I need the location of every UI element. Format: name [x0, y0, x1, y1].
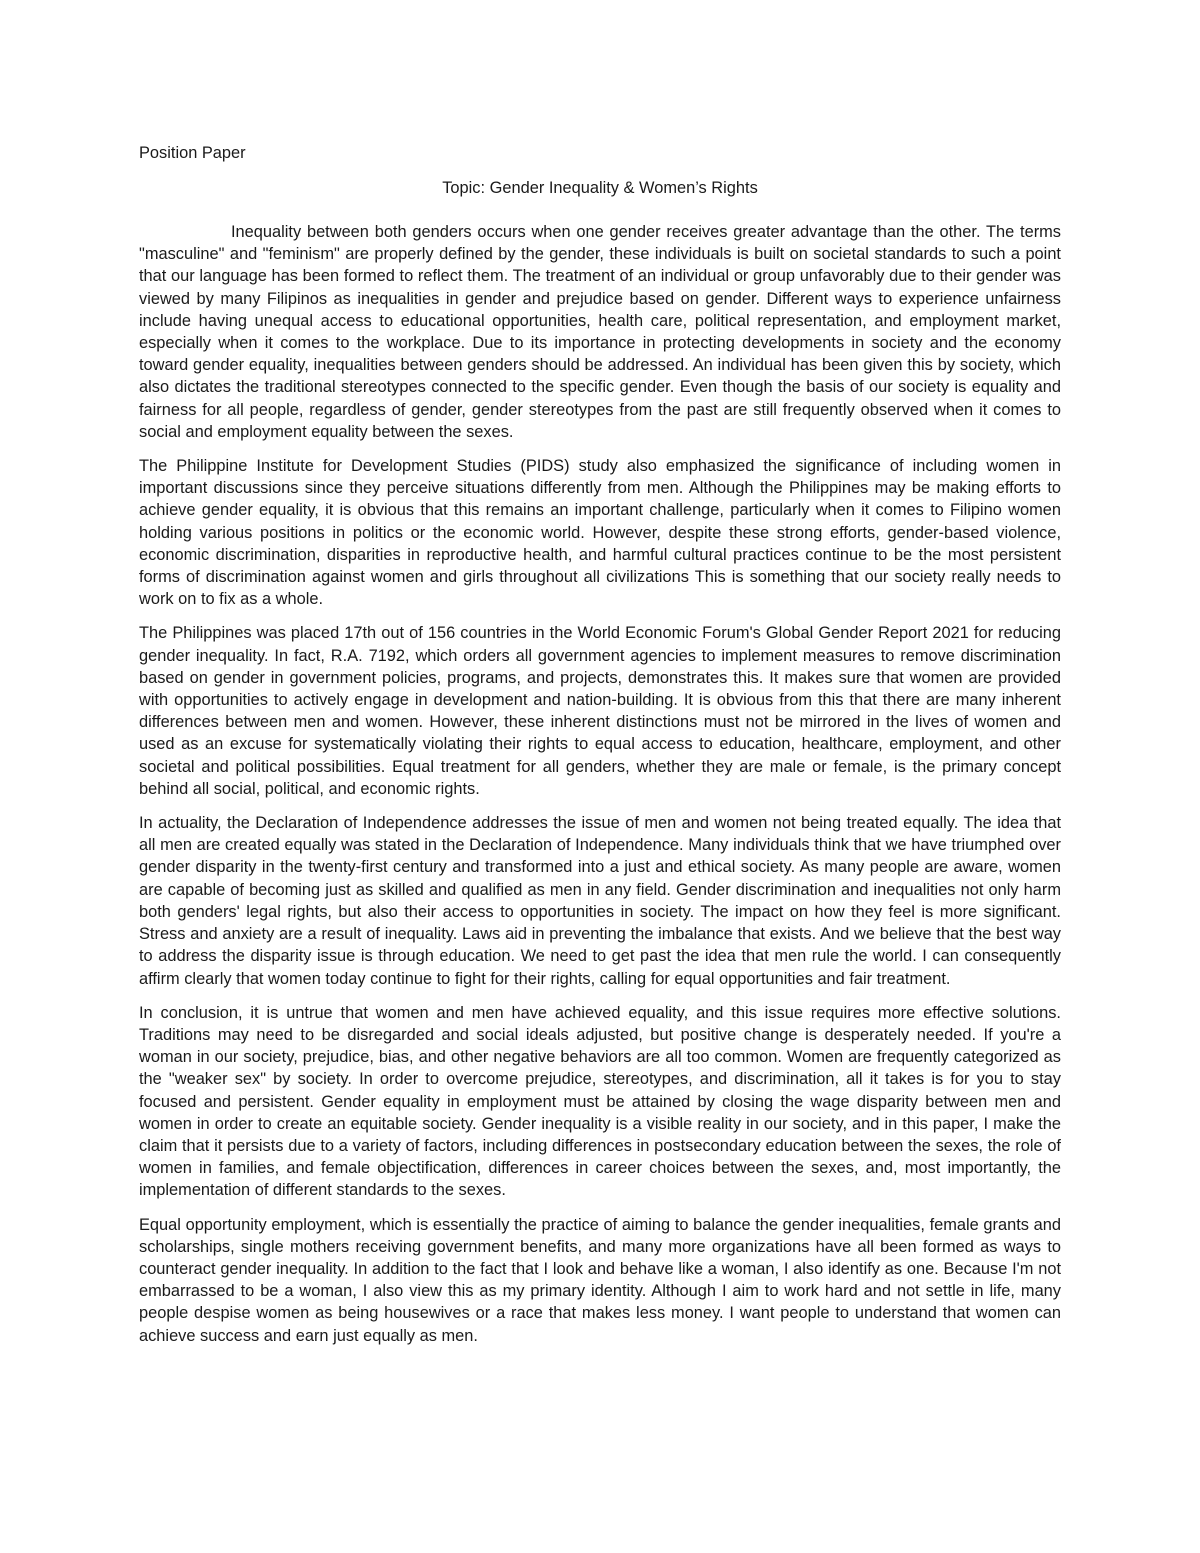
paragraph-pids-study: The Philippine Institute for Development Studies (PIDS) study also emphasized the significance of including women in important discussions since they perceive situations differently from men. Although the Philippines may be making efforts to achieve gender equality, it is obvious that this remains an important challenge, particularly when it comes to Filipino women holding various positions in politics or the economic world. However, despite these strong efforts, gender-based violence, economic discrimination, disparities in reproductive health, and harmful cultural practices continue to be the most persistent forms of discrimination against women and girls throughout all civilizations This is something that our society really needs to work on to fix as a whole.: [139, 457, 1061, 609]
document-title: Topic: Gender Inequality & Women’s Rights: [442, 179, 758, 197]
paragraph-global-gender-report: The Philippines was placed 17th out of 156 countries in the World Economic Forum's Global Gender Report 2021 for reducing gender inequality. In fact, R.A. 7192, which orders all government agencies to implement measures to remove discrimination based on gender in government policies, programs, and projects, demonstrates this. It makes sure that women are provided with opportunities to actively engage in development and nation-building. It is obvious from this that there are many inherent differences between men and women. However, these inherent distinctions must not be mirrored in the lives of women and used as an excuse for systematically violating their rights to equal access to education, healthcare, employment, and other societal and political possibilities. Equal treatment for all genders, whether they are male or female, is the primary concept behind all social, political, and economic rights.: [139, 624, 1061, 798]
paragraph-equal-opportunity: Equal opportunity employment, which is essentially the practice of aiming to balance the gender inequalities, female grants and scholarships, single mothers receiving government benefits, and many more organizations have all been formed as ways to counteract gender inequality. In addition to the fact that I look and behave like a woman, I also identify as one. Because I'm not embarrassed to be a woman, I also view this as my primary identity. Although I aim to work hard and not settle in life, many people despise women as being housewives or a race that makes less money. I want people to understand that women can achieve success and earn just equally as men.: [139, 1215, 1061, 1345]
paragraph-conclusion: In conclusion, it is untrue that women and men have achieved equality, and this issue requires more effective solutions. Traditions may need to be disregarded and social ideals adjusted, but positive change is desperately needed. If you're a woman in our society, prejudice, bias, and other negative behaviors are all too common. Women are frequently categorized as the "weaker sex" by society. In order to overcome prejudice, stereotypes, and discrimination, all it takes is for you to stay focused and persistent. Gender equality in employment must be attained by closing the wage disparity between men and women in order to create an equitable society. Gender inequality is a visible reality in our society, and in this paper, I make the claim that it persists due to a variety of factors, including differences in postsecondary education between the sexes, the role of women in families, and female objectification, differences in career choices between the sexes, and, most importantly, the implementation of different standards to the sexes.: [139, 1003, 1061, 1200]
paragraph-intro: Inequality between both genders occurs when one gender receives greater advantage than the other. The terms "masculine" and "feminism" are properly defined by the gender, these individuals is built on societal standards to such a point that our language has been formed to reflect them. The treatment of an individual or group unfavorably due to their gender was viewed by many Filipinos as inequalities in gender and prejudice based on gender. Different ways to experience unfairness include having unequal access to educational opportunities, health care, political representation, and employment market, especially when it comes to the workplace. Due to its importance in protecting developments in society and the economy toward gender equality, inequalities between genders should be addressed. An individual has been given this by society, which also dictates the traditional stereotypes connected to the specific gender. Even though the basis of our society is equality and fairness for all people, regardless of gender, gender stereotypes from the past are still frequently observed when it comes to social and employment equality between the sexes.: [139, 223, 1061, 441]
paragraph-declaration-of-independence: In actuality, the Declaration of Independence addresses the issue of men and women not being treated equally. The idea that all men are created equally was stated in the Declaration of Independence. Many individuals think that we have triumphed over gender disparity in the twenty-first century and transformed into a just and ethical society. As many people are aware, women are capable of becoming just as skilled and qualified as men in any field. Gender discrimination and inequalities not only harm both genders' legal rights, but also their access to opportunities in society. The impact on how they feel is more significant. Stress and anxiety are a result of inequality. Laws aid in preventing the imbalance that exists. And we believe that the best way to address the disparity issue is through education. We need to get past the idea that men rule the world. I can consequently affirm clearly that women today continue to fight for their rights, calling for equal opportunities and fair treatment.: [139, 814, 1061, 988]
document-body: [139, 221, 1061, 1359]
document-label: Position Paper: [139, 144, 246, 162]
